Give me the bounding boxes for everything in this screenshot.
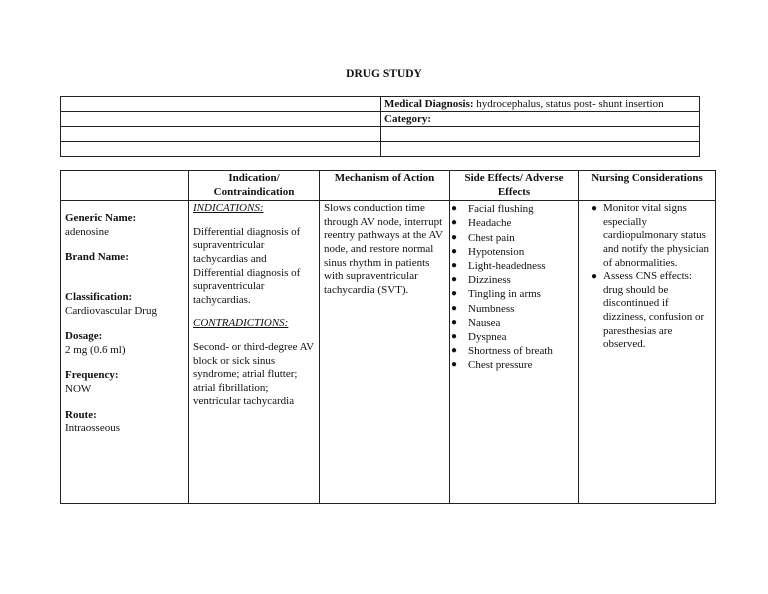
info-cell-empty: [61, 142, 381, 157]
medical-diagnosis-value: hydrocephalus, status post- shunt insertion: [473, 98, 664, 110]
indication-cell: [189, 201, 320, 504]
side-effect-item: ● Dizziness: [451, 274, 511, 287]
frequency-block: [65, 369, 184, 396]
side-effect-item: ● Facial flushing: [451, 203, 534, 216]
header-side-effects: Side Effects/ Adverse Effects: [450, 171, 579, 201]
frequency-label: Frequency:: [65, 369, 119, 382]
bullet-icon: ●: [451, 231, 458, 243]
info-cell-empty: [381, 127, 700, 142]
brand-name-block: [65, 251, 184, 265]
brand-name-label: Brand Name:: [65, 251, 129, 264]
classification-label: Classification:: [65, 290, 133, 303]
diagnosis-table: [60, 96, 700, 157]
bullet-icon: ●: [451, 245, 458, 257]
indications-heading: INDICATIONS:: [193, 202, 264, 215]
generic-name-value: adenosine: [65, 225, 109, 238]
header-indication: Indication/ Contraindication: [189, 171, 320, 201]
side-effect-item: ● Headache: [451, 217, 512, 230]
info-cell-empty: [381, 142, 700, 157]
bullet-icon: ●: [451, 217, 458, 229]
side-effects-cell: [450, 201, 579, 504]
medical-diagnosis-cell: [381, 97, 700, 112]
bullet-icon: ●: [451, 288, 458, 300]
category-row: [61, 112, 700, 127]
side-effect-item: ● Chest pressure: [451, 359, 533, 372]
info-cell-empty: [61, 112, 381, 127]
header-nursing: Nursing Considerations: [579, 171, 716, 201]
mechanism-text: Slows conduction time through AV node, interrupt reentry pathways at the AV node, and restore normal sinus rhythm in patients with supraventricular tachycardia (SVT).: [324, 202, 443, 296]
side-effect-item: ● Hypotension: [451, 245, 525, 258]
medical-diagnosis-label: Medical Diagnosis:: [384, 98, 474, 110]
route-value: Intraosseous: [65, 422, 120, 435]
route-block: [65, 409, 184, 436]
side-effects-list: [451, 202, 574, 372]
side-effect-item: ● Light-headedness: [451, 260, 546, 272]
bullet-icon: ●: [451, 302, 458, 314]
dosage-value: 2 mg (0.6 ml): [65, 343, 126, 356]
nursing-item: ● Monitor vital signs especially cardiopulmonary status and notify the physician of abnormalities.: [591, 202, 710, 269]
contraindications-text: Second- or third-degree AV block or sick sinus syndrome; atrial flutter; atrial fibrillation; ventricular tachycardia: [193, 340, 314, 408]
side-effect-item: ● Nausea: [451, 316, 501, 329]
bullet-icon: ●: [451, 203, 458, 215]
side-effect-item: ● Chest pain: [451, 231, 515, 244]
info-cell-empty: [61, 127, 381, 142]
frequency-value: NOW: [65, 382, 92, 395]
drug-row: [61, 201, 716, 504]
bullet-icon: ●: [591, 203, 598, 215]
info-cell-empty: [61, 97, 381, 112]
generic-name-block: [65, 212, 184, 239]
side-effect-item: ● Numbness: [451, 302, 515, 315]
indications-text: Differential diagnosis of supraventricular tachycardias and Differential diagnosis of supraventricular tachycardias.: [193, 225, 301, 306]
header-empty: [61, 171, 189, 201]
side-effect-item: ● Dyspnea: [451, 331, 507, 344]
bullet-icon: ●: [451, 260, 458, 271]
bullet-icon: ●: [451, 359, 458, 371]
nursing-cell: [579, 201, 716, 504]
bullet-icon: ●: [451, 345, 458, 357]
side-effect-item: ● Tingling in arms: [451, 288, 541, 301]
empty-row: [61, 127, 700, 142]
mechanism-cell: [320, 201, 450, 504]
classification-value: Cardiovascular Drug: [65, 304, 157, 317]
dosage-block: [65, 330, 184, 357]
side-effect-item: ● Shortness of breath: [451, 345, 553, 358]
nursing-item: ● Assess CNS effects: drug should be discontinued if dizziness, confusion or paresthesias are observed.: [591, 270, 705, 351]
bullet-icon: ●: [451, 274, 458, 286]
document-title: DRUG STUDY: [346, 68, 422, 80]
dosage-label: Dosage:: [65, 330, 103, 343]
diagnosis-row: [61, 97, 700, 112]
empty-row: [61, 142, 700, 157]
bullet-icon: ●: [451, 331, 458, 343]
classification-block: [65, 291, 184, 318]
drug-info-cell: [61, 201, 189, 504]
category-cell: [381, 112, 700, 127]
header-row: [61, 171, 716, 201]
header-mechanism: Mechanism of Action: [320, 171, 450, 201]
contraindications-heading: CONTRADICTIONS:: [193, 317, 289, 330]
bullet-icon: ●: [451, 316, 458, 328]
route-label: Route:: [65, 408, 97, 421]
drug-study-table: [60, 170, 716, 504]
generic-name-label: Generic Name:: [65, 212, 137, 225]
category-label: Category:: [384, 113, 432, 125]
bullet-icon: ●: [591, 271, 598, 283]
